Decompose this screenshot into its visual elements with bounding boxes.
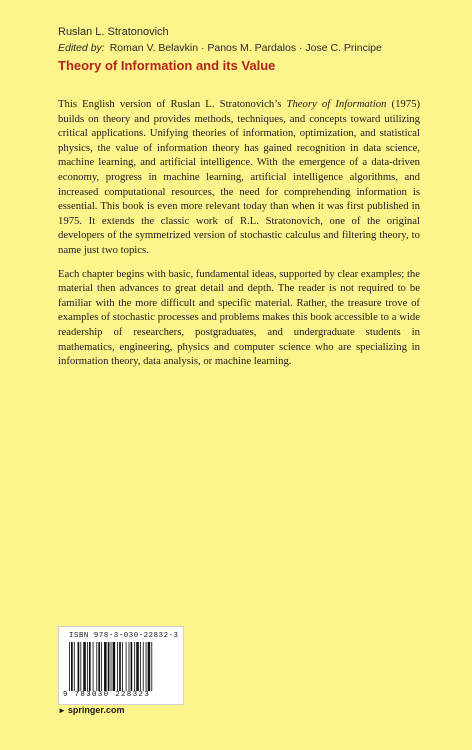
p1-book-reference: Theory of Information bbox=[286, 98, 387, 110]
arrow-icon: ► bbox=[58, 706, 66, 715]
editors-line bbox=[58, 41, 438, 55]
barcode-icon bbox=[69, 642, 173, 691]
blurb-paragraph-1 bbox=[58, 97, 420, 258]
publisher-url: springer.com bbox=[67, 705, 125, 715]
author-name: Ruslan L. Stratonovich bbox=[58, 26, 169, 38]
publisher bbox=[58, 705, 124, 715]
cover-header bbox=[58, 25, 438, 74]
editors-label: Edited by: bbox=[58, 42, 105, 54]
p1-text-start: This English version of Ruslan L. Stratonovich’s bbox=[58, 98, 287, 110]
blurb-paragraph-2: Each chapter begins with basic, fundamental ideas, supported by clear examples; the material then advances to great detail and depth. The reader is not required to be familiar with the more difficult and specific material. Rather, the treasure trove of examples of stochastic processes and problems makes this book accessible to a wide readership of researchers, postgraduates, and undergraduate students in mathematics, engineering, physics and computer science who are specializing in information theory, data analysis, or machine learning. bbox=[58, 267, 420, 368]
book-title: Theory of Information and its Value bbox=[58, 58, 276, 73]
barcode-box bbox=[58, 626, 184, 705]
blurb bbox=[58, 97, 420, 378]
isbn-label: ISBN 978-3-030-22832-3 bbox=[69, 632, 179, 640]
p1-text-rest: (1975) builds on theory and provides methods, techniques, and concepts toward utilizing critical applications. Unifying theories of information, optimization, and statistical physics, the value of information theory has gained recognition in data science, machine learning, and artificial intelligence. With the emergence of a data-driven economy, progress in machine learning, artificial intelligence algorithms, and increased computational resources, the need for comprehending information is essential. This book is even more relevant today than when it was first published in 1975. It extends the classic work of R.L. Stratonovich, one of the original developers of the symmetrized version of stochastic calculus and filtering theory, to name just two topics. bbox=[58, 98, 421, 256]
editors-names: Roman V. Belavkin · Panos M. Pardalos · Jose C. Principe bbox=[109, 42, 382, 54]
barcode-digits: 9 783030 228323 bbox=[63, 691, 151, 699]
